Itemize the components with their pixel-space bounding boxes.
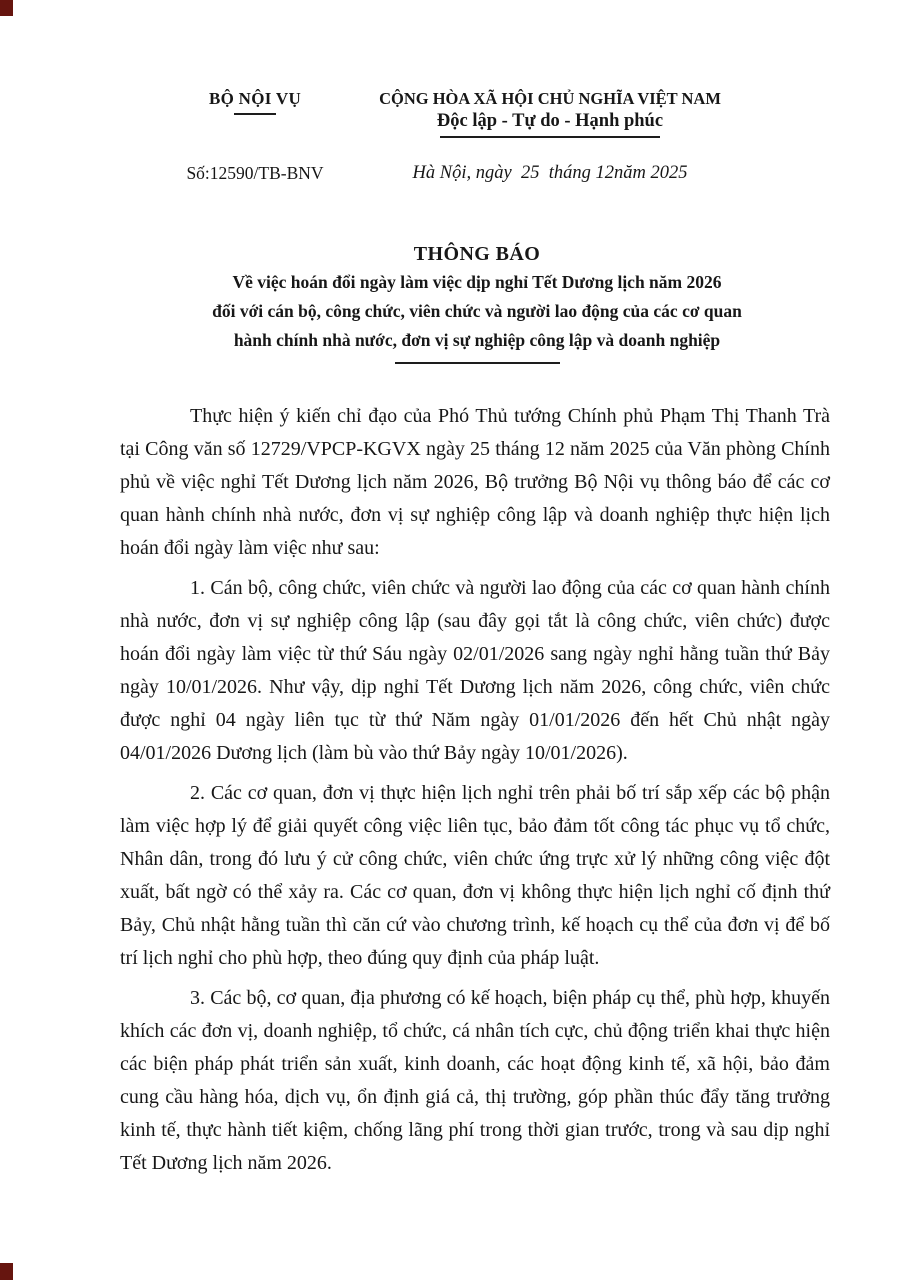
national-title: CỘNG HÒA XÃ HỘI CHỦ NGHĨA VIỆT NAM <box>379 89 721 108</box>
body-paragraph-item-3: 3. Các bộ, cơ quan, địa phương có kế hoạch, biện pháp cụ thể, phù hợp, khuyến khích các đơn vị, doanh nghiệp, tổ chức, cá nhân tích cực, chủ động triển khai thực hiện các biện pháp phát triển sản xuất, kinh doanh, các hoạt động kinh tế, xã hội, bảo đảm cung cầu hàng hóa, dịch vụ, ổn định giá cả, thị trường, góp phần thúc đẩy tăng trưởng kinh tế, thực hành tiết kiệm, chống lãng phí trong thời gian trước, trong và sau dịp nghỉ Tết Dương lịch năm 2026. <box>120 987 830 1174</box>
document-subtitle-line-2: đối với cán bộ, công chức, viên chức và người lao động của các cơ quan <box>212 301 742 321</box>
national-header-block <box>355 88 745 138</box>
scan-corner-mark-bottom-left <box>0 1263 13 1280</box>
document-meta-row <box>0 161 906 185</box>
document-number: Số:12590/TB-BNV <box>186 163 324 183</box>
document-body <box>120 400 830 1180</box>
document-title: THÔNG BÁO <box>413 243 541 265</box>
body-paragraph-item-2: 2. Các cơ quan, đơn vị thực hiện lịch nghỉ trên phải bố trí sắp xếp các bộ phận làm việc hợp lý để giải quyết công việc liên tục, bảo đảm tốt công tác phục vụ tổ chức, Nhân dân, trong đó lưu ý cử công chức, viên chức ứng trực xử lý những công việc đột xuất, bất ngờ có thể xảy ra. Các cơ quan, đơn vị không thực hiện lịch nghỉ cố định thứ Bảy, Chủ nhật hằng tuần thì căn cứ vào chương trình, kế hoạch cụ thể của đơn vị để bố trí lịch nghỉ cho phù hợp, theo đúng quy định của pháp luật. <box>120 782 830 969</box>
title-underline <box>395 362 560 364</box>
body-paragraph-intro: Thực hiện ý kiến chỉ đạo của Phó Thủ tướng Chính phủ Phạm Thị Thanh Trà tại Công văn số 12729/VPCP-KGVX ngày 25 tháng 12 năm 2025 của Văn phòng Chính phủ về việc nghỉ Tết Dương lịch năm 2026, Bộ trưởng Bộ Nội vụ thông báo để các cơ quan hành chính nhà nước, đơn vị sự nghiệp công lập và doanh nghiệp thực hiện lịch hoán đổi ngày làm việc như sau: <box>120 405 830 559</box>
issuer-name: BỘ NỘI VỤ <box>208 89 302 108</box>
issuer-block <box>145 88 365 138</box>
issuer-underline <box>234 113 276 115</box>
document-header <box>0 0 906 138</box>
title-block <box>120 241 834 364</box>
document-subtitle-line-3: hành chính nhà nước, đơn vị sự nghiệp công lập và doanh nghiệp <box>233 330 721 350</box>
body-paragraph-item-1: 1. Cán bộ, công chức, viên chức và người lao động của các cơ quan hành chính nhà nước, đơn vị sự nghiệp công lập (sau đây gọi tắt là công chức, viên chức) được hoán đổi ngày làm việc từ thứ Sáu ngày 02/01/2026 sang ngày nghỉ hằng tuần thứ Bảy ngày 10/01/2026. Như vậy, dịp nghỉ Tết Dương lịch năm 2026, công chức, viên chức được nghỉ 04 ngày liên tục từ thứ Năm ngày 01/01/2026 đến hết Chủ nhật ngày 04/01/2026 Dương lịch (làm bù vào thứ Bảy ngày 10/01/2026). <box>120 577 830 764</box>
document-subtitle-line-1: Về việc hoán đổi ngày làm việc dịp nghỉ Tết Dương lịch năm 2026 <box>232 272 722 292</box>
motto-underline <box>440 136 660 138</box>
place-date: Hà Nội, ngày 25 tháng 12năm 2025 <box>412 163 688 183</box>
scan-corner-mark-top-left <box>0 0 13 16</box>
national-motto: Độc lập - Tự do - Hạnh phúc <box>436 111 664 131</box>
